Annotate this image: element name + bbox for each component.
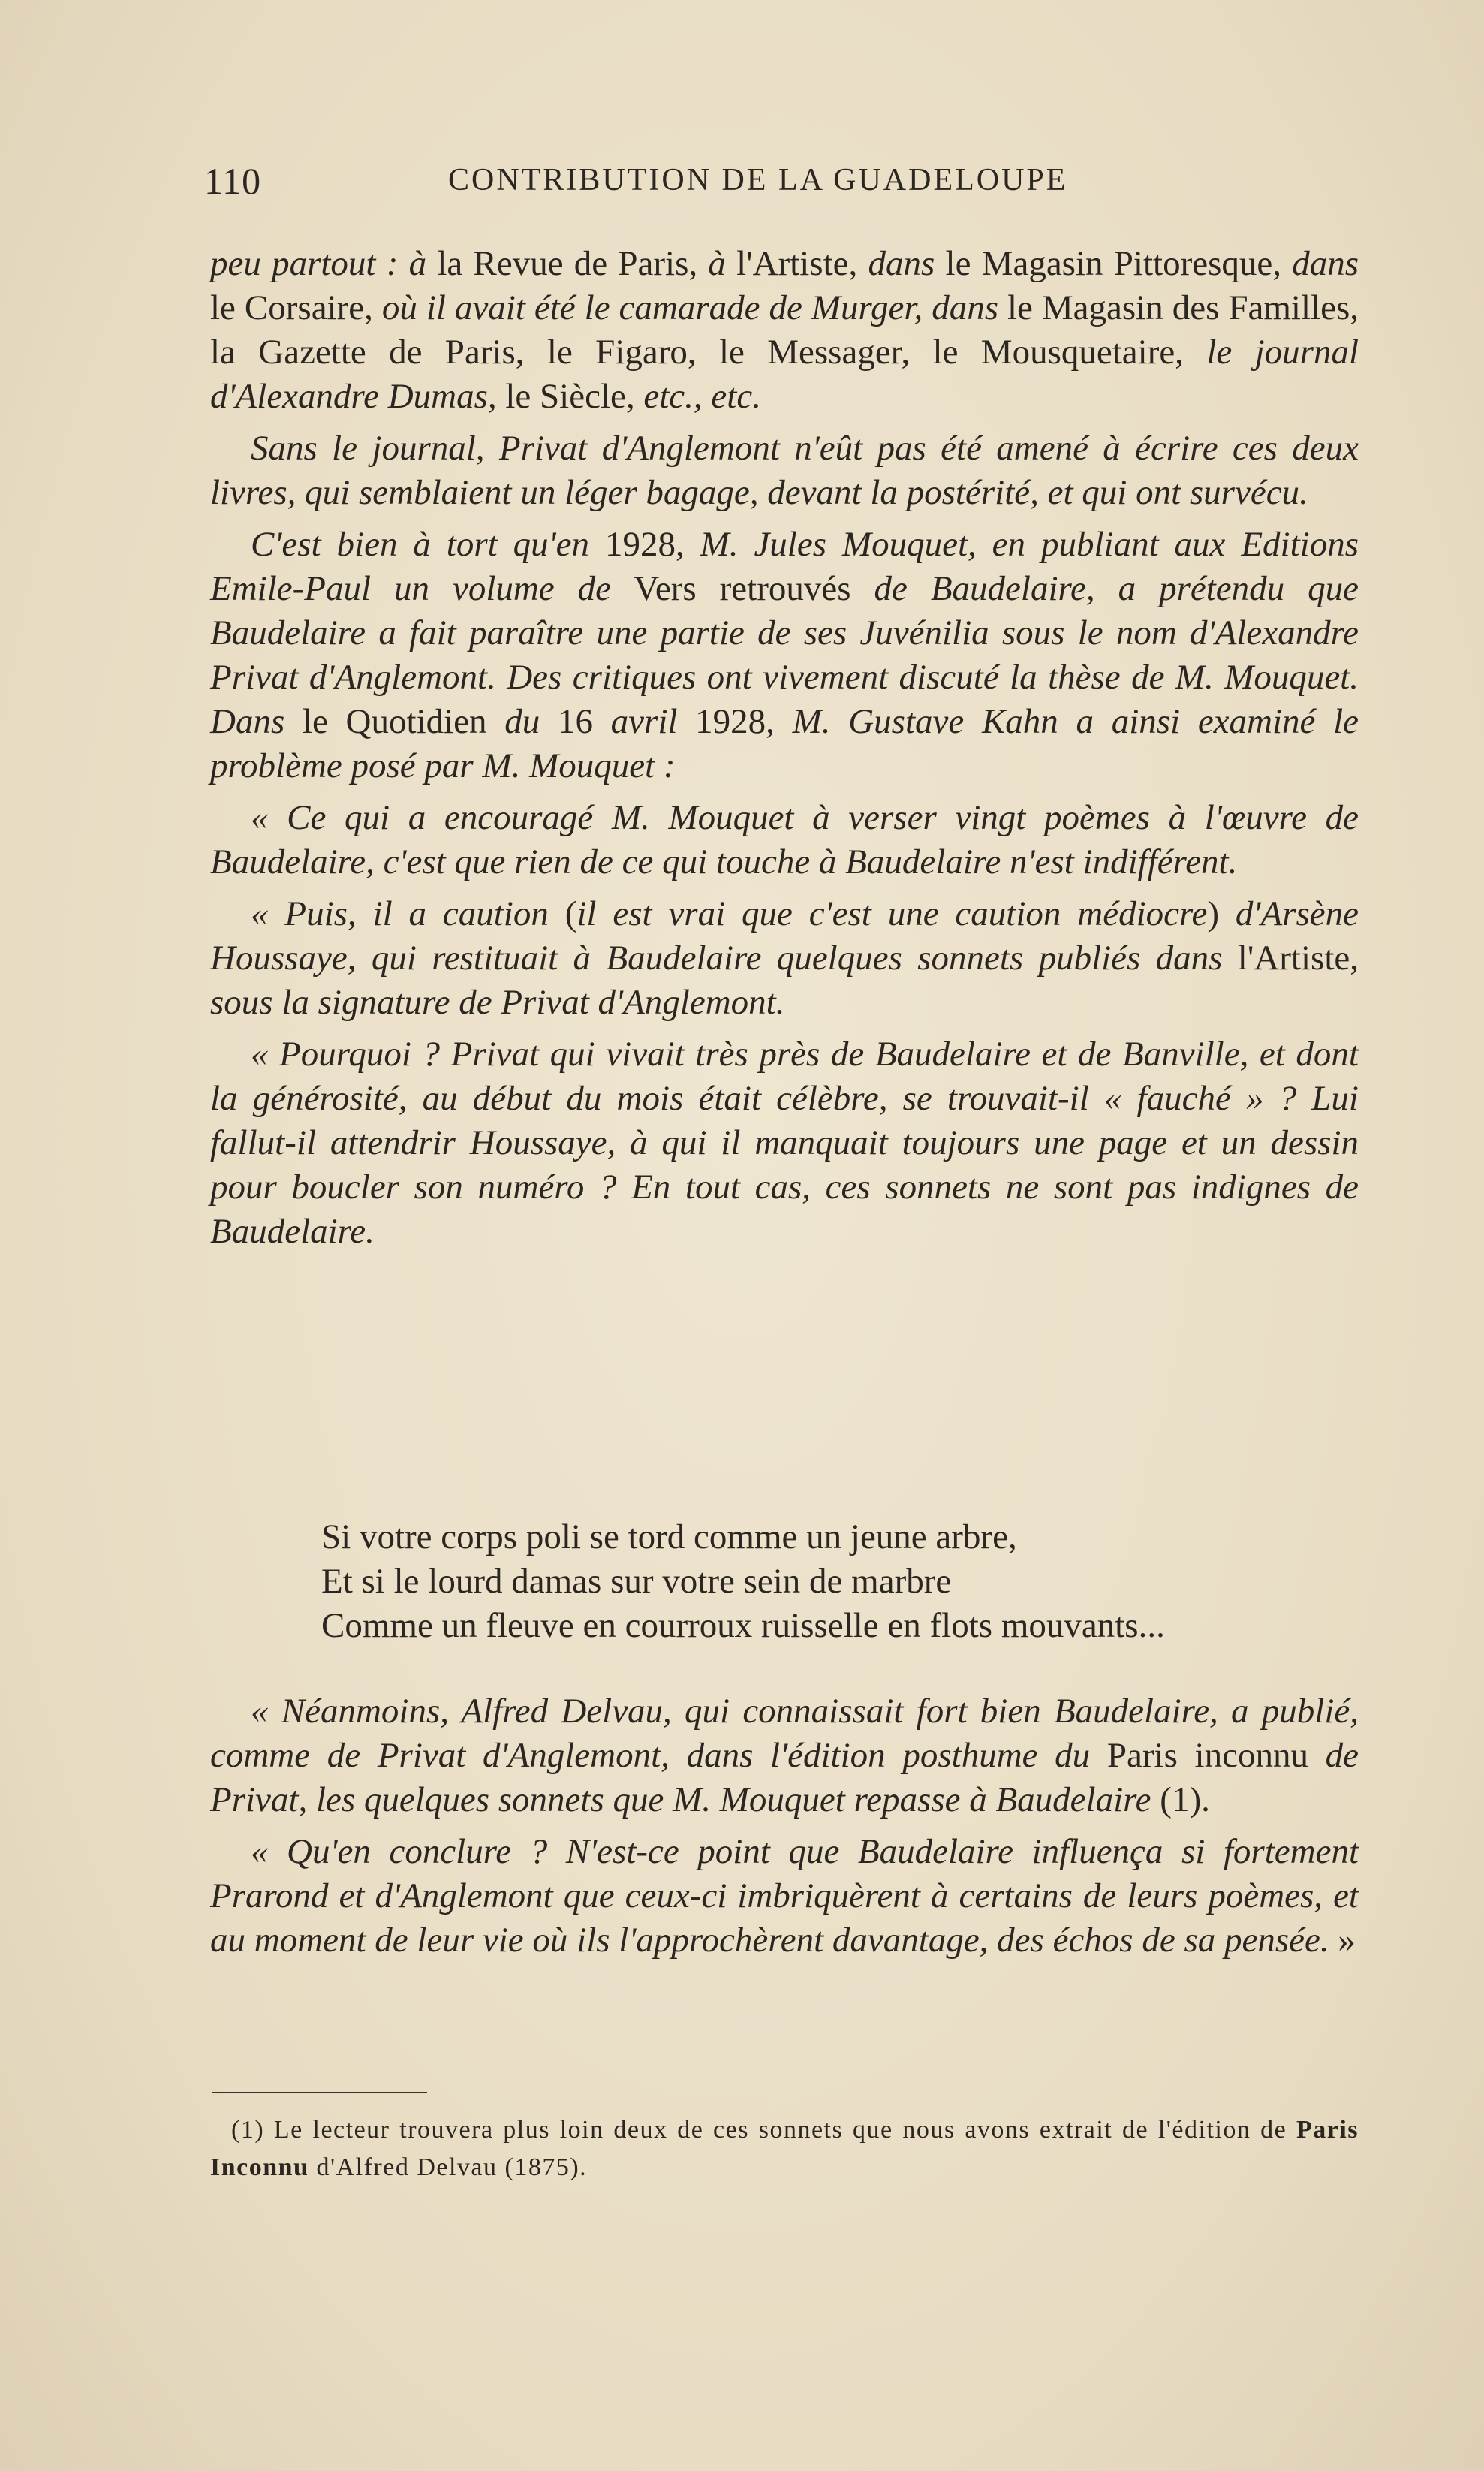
text-span: « Néanmoins, Alfred Delvau, qui connaissait fort bien Baudelaire, a publié, comme de Privat d'Anglemont, dans l'édition posthume du	[210, 1692, 1359, 1775]
text-span: 1928,	[677, 702, 793, 741]
text-span: Paris inconnu	[1090, 1736, 1326, 1775]
paragraph-2	[210, 426, 1359, 515]
text-span: »	[1329, 1921, 1356, 1960]
text-span: le Siècle,	[496, 377, 644, 416]
text-span: Vers retrouvés	[611, 569, 874, 608]
poem-quote	[321, 1515, 1372, 1648]
text-span: « Ce qui a encouragé M. Mouquet à verser vingt poèmes à l'œuvre de Baudelaire, c'est que rien de ce qui touche à Baudelaire n'est indifférent.	[210, 798, 1359, 881]
text-span: la Revue de Paris,	[426, 244, 709, 283]
text-span: d'Alfred Delvau (1875).	[309, 2153, 588, 2181]
paragraph-4	[210, 796, 1359, 884]
text-span: sous la signature de Privat d'Anglemont.	[210, 983, 785, 1022]
text-span: le Magasin Pittoresque,	[935, 244, 1293, 283]
text-span: (	[548, 894, 577, 933]
text-span: l'Artiste,	[725, 244, 868, 283]
text-span: où il avait été le camarade de Murger, dans	[381, 288, 998, 327]
text-span: peu partout : à	[210, 244, 427, 283]
paragraph-6	[210, 1032, 1359, 1254]
text-span: Paris Inconnu	[210, 2116, 1359, 2181]
text-span: M. Jules Mouquet, en publiant aux Editions Emile-Paul un volume de	[210, 525, 1359, 608]
paragraph-1	[210, 242, 1359, 419]
poem-line: Si votre corps poli se tord comme un jeune arbre,	[321, 1517, 1017, 1556]
paragraph-3	[210, 523, 1359, 788]
text-span: le Corsaire,	[210, 288, 382, 327]
running-title: CONTRIBUTION DE LA GUADELOUPE	[448, 163, 1068, 197]
text-span: du	[504, 702, 540, 741]
paragraph-8	[210, 1830, 1359, 1963]
main-text	[210, 242, 1359, 1261]
text-span: (1) Le lecteur trouvera plus loin deux de ces sonnets que nous avons extrait de l'édition de	[231, 2116, 1296, 2144]
footnote-ref: (1).	[1151, 1780, 1210, 1819]
text-span: de Privat, les quelques sonnets que M. Mouquet repasse à Baudelaire	[210, 1736, 1359, 1819]
text-span: )	[1207, 894, 1236, 933]
paragraph-5	[210, 892, 1359, 1025]
main-text-continued	[210, 1689, 1359, 1970]
text-span: Sans le journal, Privat d'Anglemont n'eût pas été amené à écrire ces deux livres, qui semblaient un léger bagage, devant la postérité, et qui ont survécu.	[210, 429, 1359, 512]
text-span: dans	[868, 244, 935, 283]
text-span: d'Arsène Houssaye, qui restituait à Baudelaire quelques sonnets publiés dans	[210, 894, 1359, 978]
text-span: « Puis, il a caution	[251, 894, 549, 933]
text-span: « Pourquoi ? Privat qui vivait très près de Baudelaire et de Banville, et dont la générosité, au début du mois était célèbre, se trouvait-il « fauché » ? Lui fallut-il attendrir Houssaye, à qui il manquait toujours une page et un dessin pour boucler son numéro ? En tout cas, ces sonnets ne sont pas indignes de Baudelaire.	[210, 1035, 1359, 1251]
paragraph-7	[210, 1689, 1359, 1822]
text-span: 16	[540, 702, 611, 741]
text-span: dans	[1292, 244, 1359, 283]
text-span: le journal d'Alexandre Dumas,	[210, 333, 1359, 416]
poem-line: Comme un fleuve en courroux ruisselle en flots mouvants...	[321, 1606, 1165, 1645]
text-span: il est vrai que c'est une caution médiocre	[576, 894, 1208, 933]
poem-line: Et si le lourd damas sur votre sein de marbre	[321, 1562, 952, 1601]
text-span: à	[708, 244, 726, 283]
text-span: 1928,	[589, 525, 700, 564]
running-head	[204, 159, 1360, 212]
text-span: le Magasin des Familles, la Gazette de Paris, le Figaro, le Messager, le Mousquetaire,	[210, 288, 1359, 372]
footnote-divider	[212, 2092, 427, 2093]
text-span: etc., etc.	[643, 377, 761, 416]
text-span: de Baudelaire, a prétendu que Baudelaire a fait paraître une partie de ses Juvénilia sous le nom d'Alexandre Privat d'Anglemont. Des critiques ont vivement discuté la thèse de M. Mouquet. Dans	[210, 569, 1359, 741]
text-span: M. Gustave Kahn a ainsi examiné le problème posé par M. Mouquet :	[210, 702, 1359, 785]
text-span: C'est bien à tort qu'en	[251, 525, 590, 564]
footnote	[210, 2111, 1359, 2186]
text-span: « Qu'en conclure ? N'est-ce point que Baudelaire influença si fortement Prarond et d'Anglemont que ceux-ci imbriquèrent à certains de leurs poèmes, et au moment de leur vie où ils l'approchèrent davantage, des échos de sa pensée.	[210, 1832, 1359, 1960]
text-span: avril	[610, 702, 678, 741]
page-number: 110	[204, 160, 262, 202]
text-span: le Quotidien	[284, 702, 505, 741]
text-span: l'Artiste,	[1222, 939, 1359, 978]
